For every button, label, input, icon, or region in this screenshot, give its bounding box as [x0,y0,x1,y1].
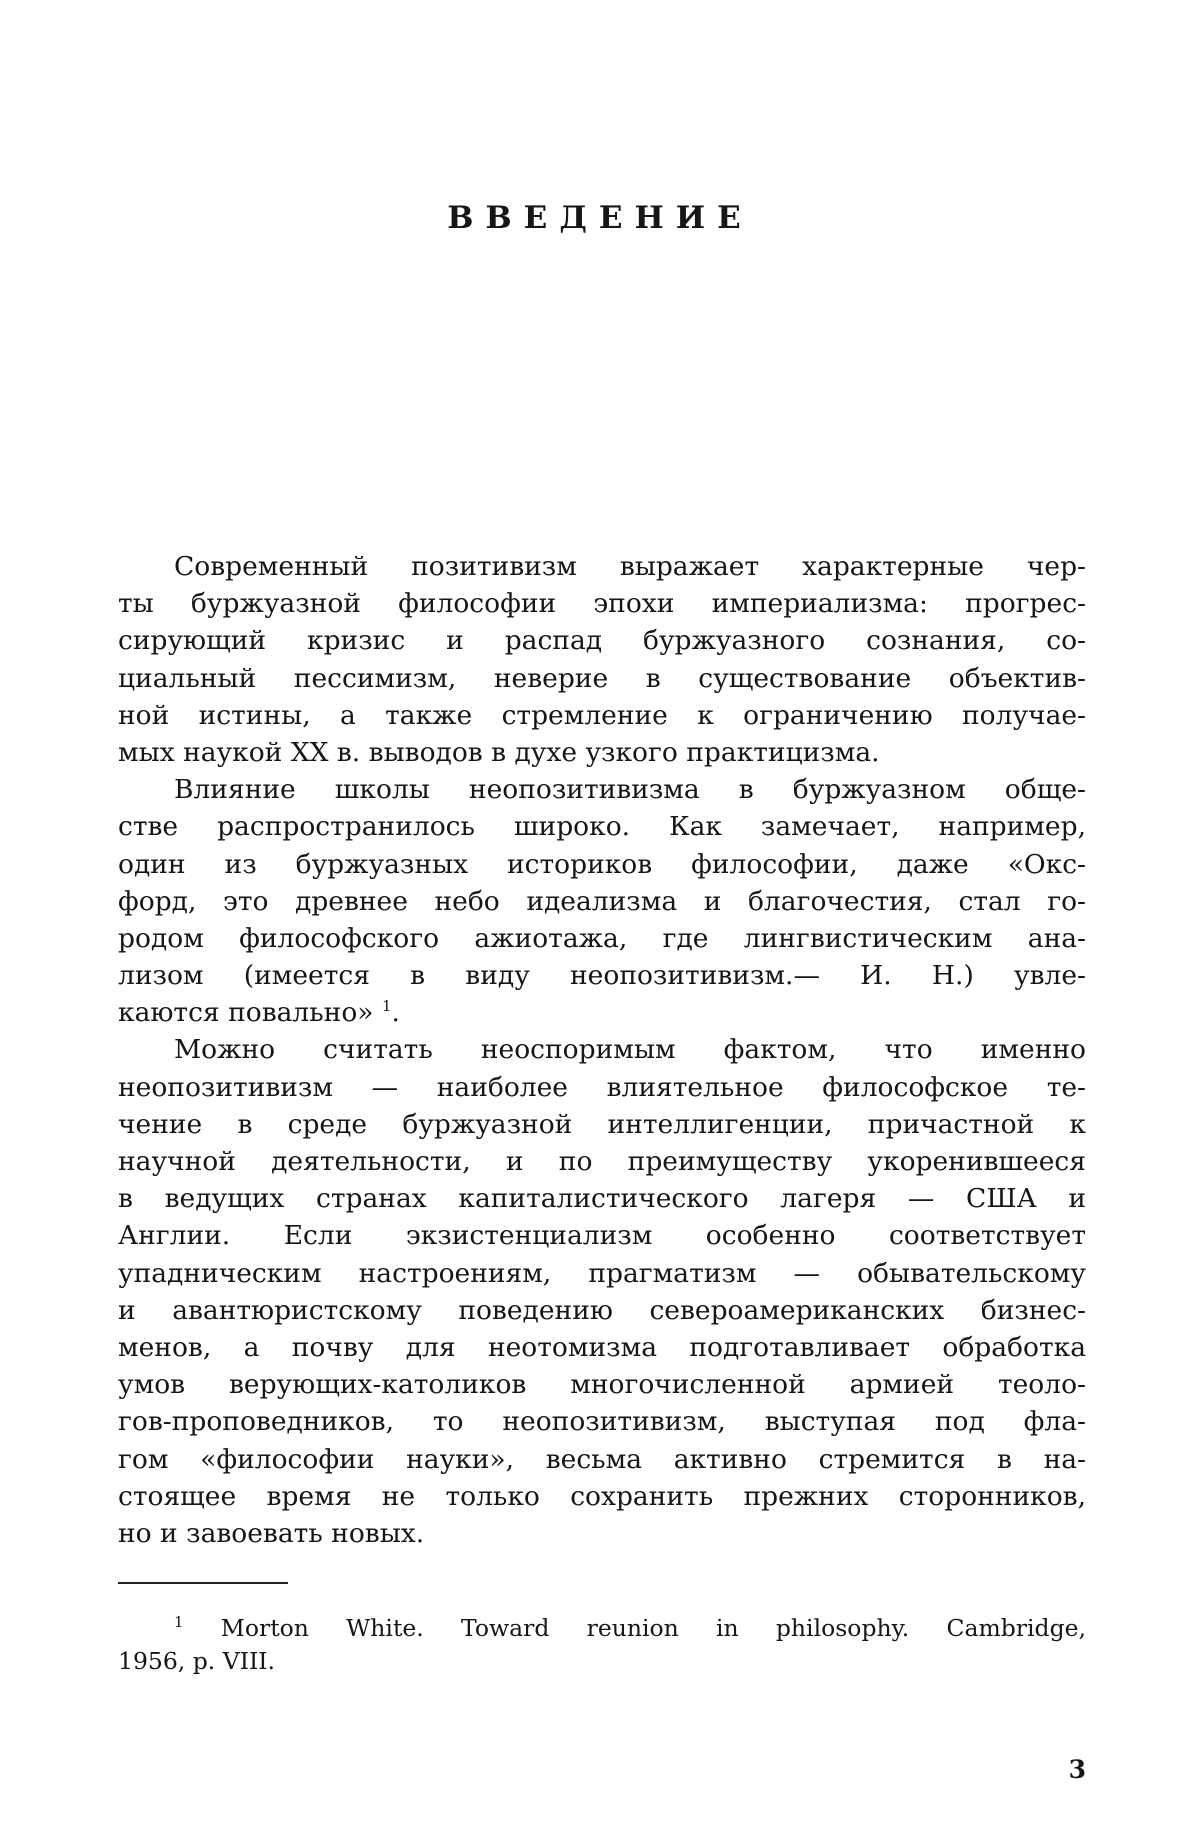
text-line: Влияние школы неопозитивизма в буржуазном обще- [174,774,1086,806]
text-line: Англии. Если экзистенциализм особенно соответствует [118,1220,1086,1252]
footnote-marker: 1 [174,1613,184,1632]
text-line: лизом (имеется в виду неопозитивизм.— И. Н.) увле- [118,960,1086,992]
text-line: сирующий кризис и распад буржуазного сознания, со- [118,625,1086,657]
text-line: умов верующих-католиков многочисленной армией теоло- [118,1369,1086,1401]
text-line: и авантюристскому поведению североамериканских бизнес- [118,1294,1086,1326]
footnote [118,1612,1086,1678]
footnote-divider [118,1582,288,1584]
paragraph-2 [118,771,1086,1031]
text-line: стве распространилось широко. Как замечает, например, [118,811,1086,843]
footnote-reference[interactable]: 1 [381,997,392,1016]
text-line: родом философского ажиотажа, где лингвистическим ана- [118,922,1086,954]
paragraph-1 [118,548,1086,771]
text-line: ты буржуазной философии эпохи империализма: прогрес- [118,588,1086,620]
text-line: Можно считать неоспоримым фактом, что именно [174,1034,1086,1066]
body-text [118,548,1086,1552]
text-line: неопозитивизм — наиболее влиятельное философское те- [118,1071,1086,1103]
text-line: ной истины, а также стремление к ограничению получае- [118,699,1086,731]
text-line: научной деятельности, и по преимуществу укоренившееся [118,1146,1086,1177]
text-line: менов, а почву для неотомизма подготавливает обработка [118,1331,1086,1363]
text-line: стоящее время не только сохранить прежних сторонников, [118,1480,1086,1512]
text-line: циальный пессимизм, неверие в существование объектив- [118,662,1086,694]
text-fragment: каются повально» [118,997,374,1029]
footnote-line [118,1612,1086,1645]
text-line: в ведущих странах капиталистического лагеря — США и [118,1183,1086,1215]
footnote-text: Morton White. Toward reunion in philosophy. Cambridge, [220,1614,1086,1642]
text-line: форд, это древнее небо идеализма и благочестия, стал го- [118,885,1086,917]
text-line: чение в среде буржуазной интеллигенции, причастной к [118,1108,1086,1140]
text-line: гом «философии науки», весьма активно стремится в на- [118,1443,1086,1475]
text-line: упадническим настроениям, прагматизм — обывательскому [118,1257,1086,1289]
text-line-with-footnote-ref: каются повально» $^1$. [118,997,400,1029]
text-line: один из буржуазных историков философии, даже «Окс- [118,848,1086,880]
text-line: мых наукой XX в. выводов в духе узкого практицизма. [118,736,880,768]
text-line: гов-проповедников, то неопозитивизм, выступая под фла- [118,1406,1086,1438]
footnote-line: 1956, p. VIII. [118,1647,276,1675]
text-line: Современный позитивизм выражает характерные чер- [174,551,1086,582]
paragraph-3 [118,1031,1086,1552]
chapter-heading: ВВЕДЕНИЕ [447,200,753,236]
text-line: но и завоевать новых. [118,1517,425,1549]
page-number: 3 [1068,1755,1086,1784]
